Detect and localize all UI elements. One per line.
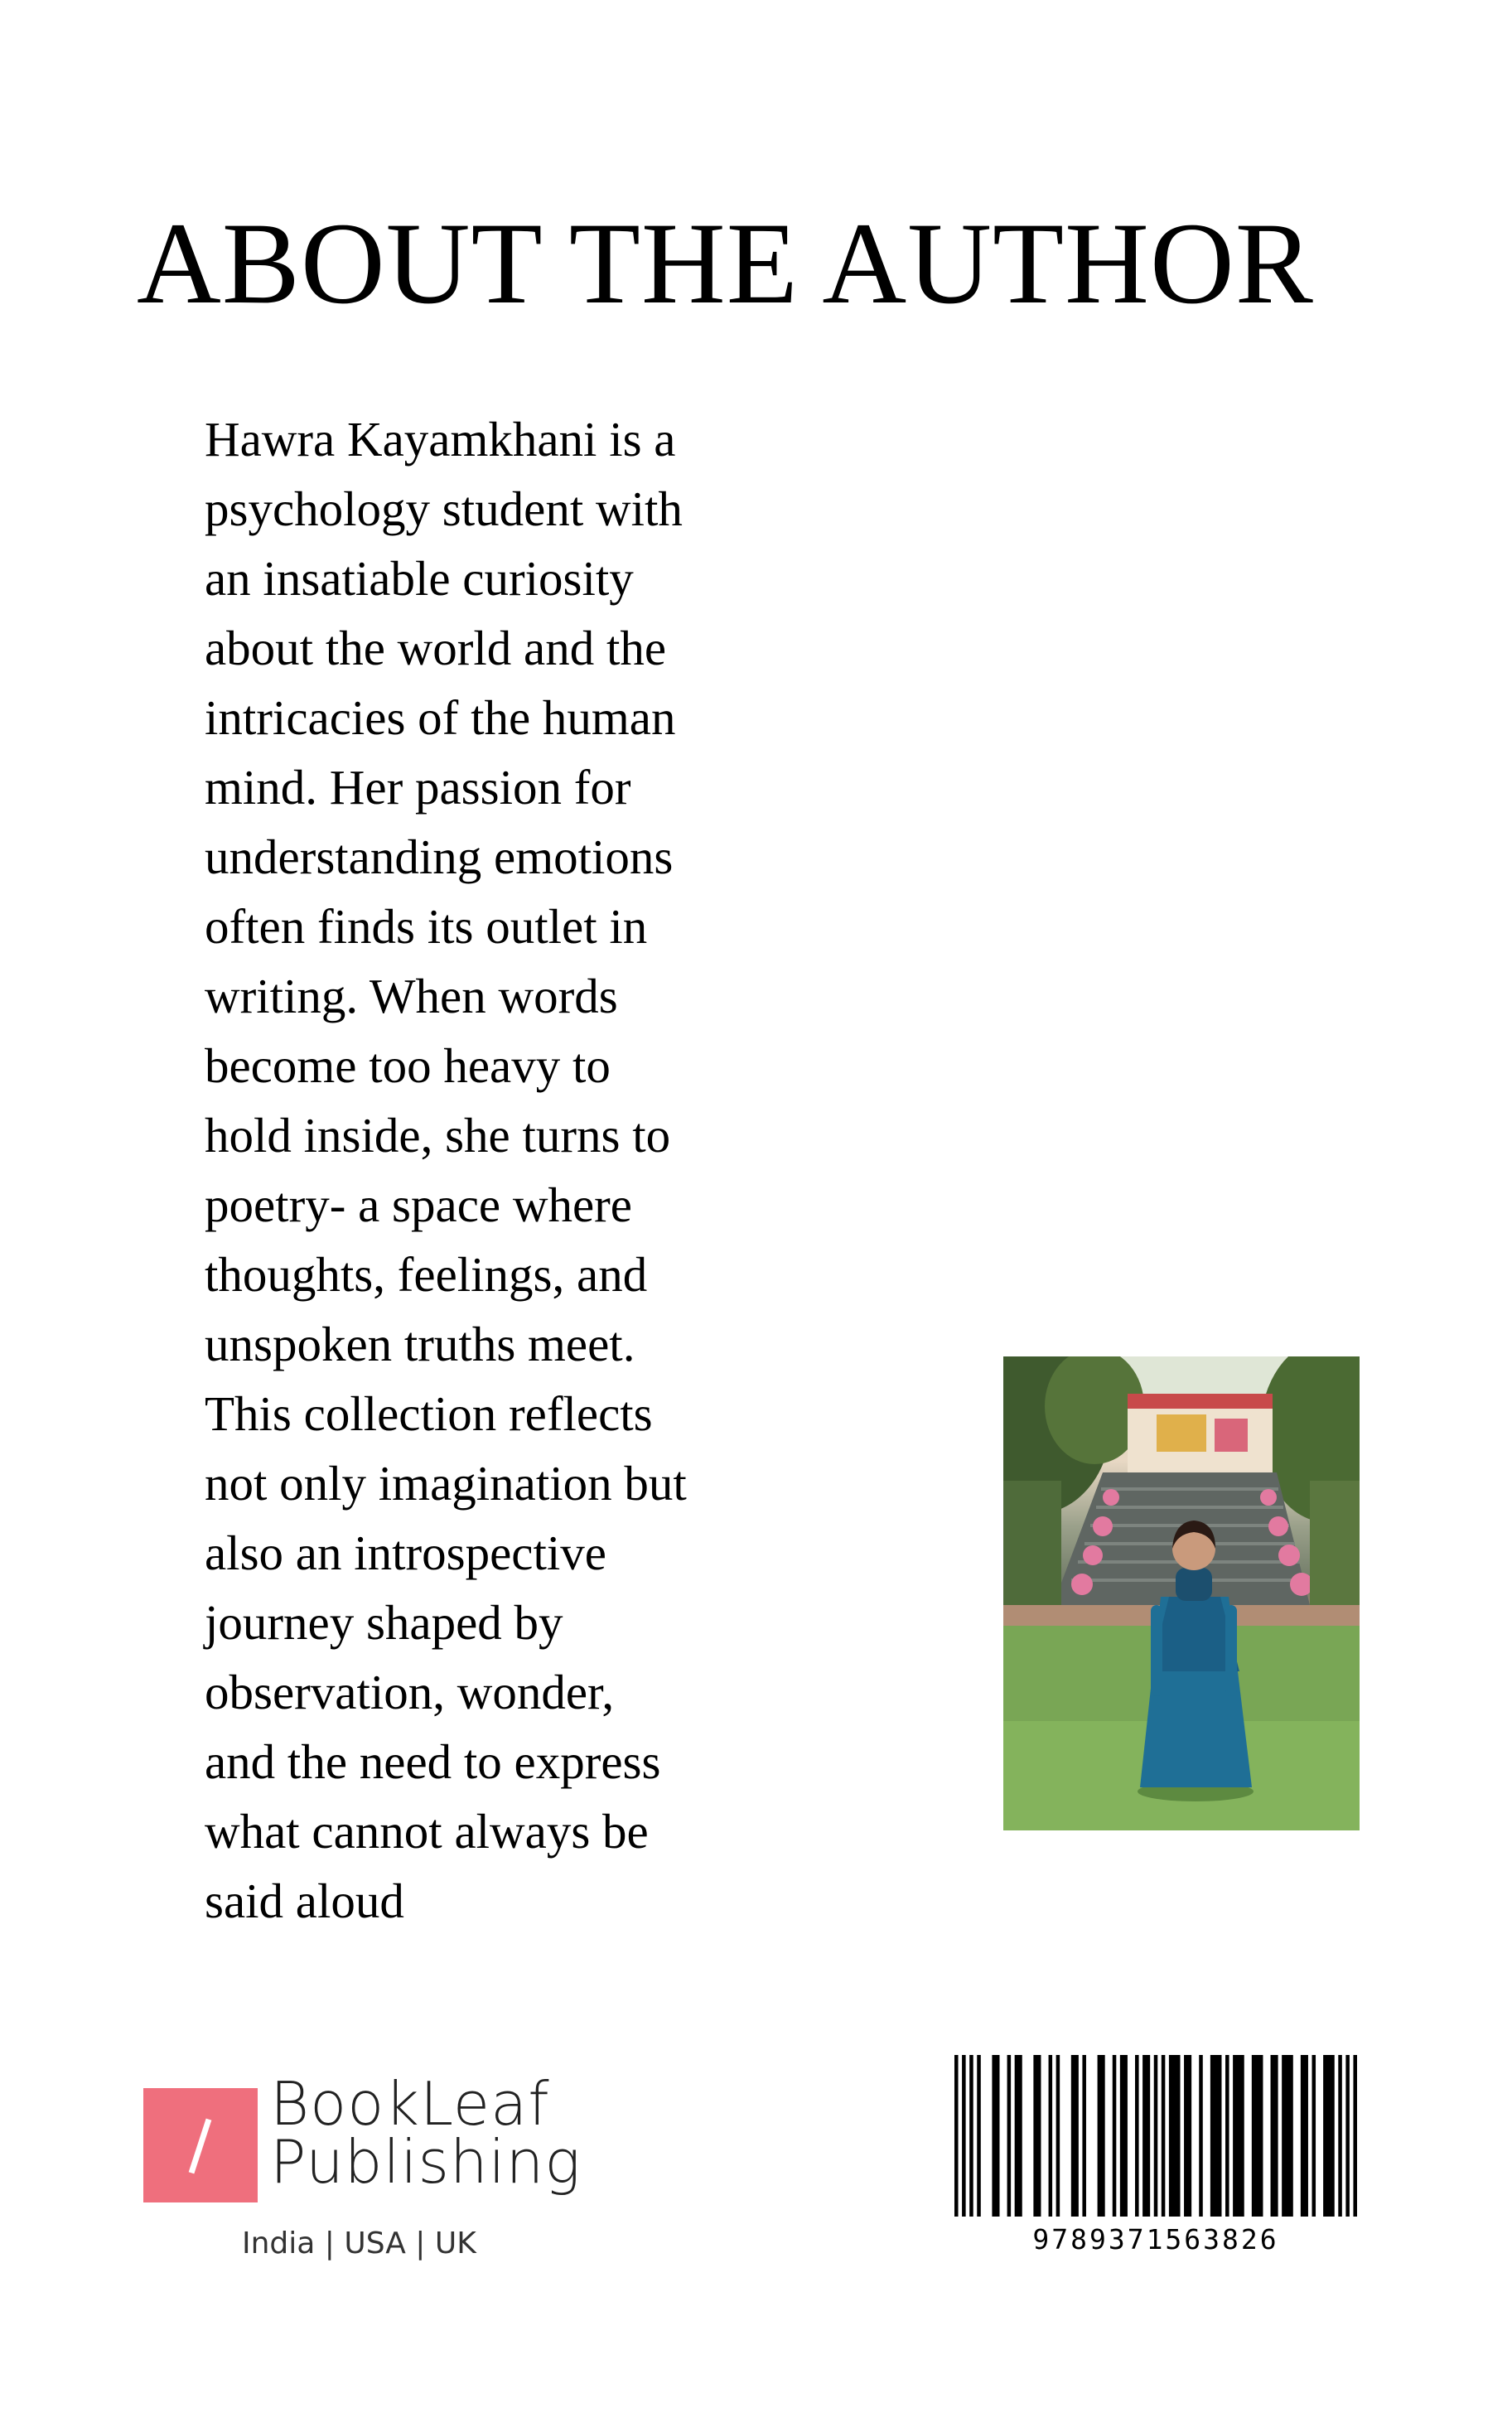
barcode-bar	[969, 2055, 973, 2217]
bio-line: journey shaped by	[205, 1595, 563, 1650]
barcode-bar	[1098, 2055, 1105, 2217]
barcode-bar	[1353, 2055, 1357, 2217]
barcode-bar	[962, 2055, 966, 2217]
barcode-bar	[1225, 2055, 1229, 2217]
bio-line: also an introspective	[205, 1525, 606, 1580]
barcode-bar	[1056, 2055, 1060, 2217]
bio-line: what cannot always be	[205, 1804, 649, 1859]
barcode-bar	[1082, 2055, 1086, 2217]
barcode	[954, 2055, 1357, 2217]
bio-line: This collection reflects	[205, 1386, 653, 1441]
bio-line: understanding emotions	[205, 829, 674, 884]
publisher-regions: India | USA | UK	[242, 2227, 476, 2260]
bio-line: intricacies of the human	[205, 690, 676, 745]
barcode-bar	[1135, 2055, 1139, 2217]
bio-line: psychology student with	[205, 481, 683, 536]
barcode-bar	[1199, 2055, 1203, 2217]
publisher-name-line2: Publishing	[270, 2127, 582, 2197]
bio-line: observation, wonder,	[205, 1665, 615, 1719]
barcode-bar	[992, 2055, 999, 2217]
bio-line: poetry- a space where	[205, 1177, 632, 1232]
bio-line: said aloud	[205, 1874, 404, 1928]
bio-line: not only imagination but	[205, 1456, 687, 1511]
barcode-bar	[1323, 2055, 1335, 2217]
barcode-bar	[1338, 2055, 1342, 2217]
barcode-bar	[1049, 2055, 1053, 2217]
bio-line: an insatiable curiosity	[205, 551, 634, 606]
author-photo	[1003, 1356, 1360, 1830]
barcode-bar	[1282, 2055, 1293, 2217]
bio-line: often finds its outlet in	[205, 899, 648, 954]
barcode-bar	[1142, 2055, 1150, 2217]
slash-icon	[189, 2119, 212, 2174]
barcode-bar	[1033, 2055, 1041, 2217]
bio-line: mind. Her passion for	[205, 760, 631, 815]
bio-line: unspoken truths meet.	[205, 1317, 635, 1371]
bio-line: and the need to express	[205, 1734, 661, 1789]
barcode-bar	[1071, 2055, 1079, 2217]
barcode-bar	[1120, 2055, 1128, 2217]
barcode-bar	[1184, 2055, 1191, 2217]
barcode-bar	[1015, 2055, 1022, 2217]
barcode-bar	[1252, 2055, 1263, 2217]
bio-line: thoughts, feelings, and	[205, 1247, 648, 1302]
barcode-bar	[1162, 2055, 1166, 2217]
barcode-bar	[1169, 2055, 1181, 2217]
barcode-bar	[1113, 2055, 1117, 2217]
bio-line: about the world and the	[205, 621, 667, 675]
bio-line: become too heavy to	[205, 1038, 611, 1093]
barcode-bar	[1312, 2055, 1316, 2217]
barcode-bar	[1154, 2055, 1158, 2217]
isbn-number: 9789371563826	[1032, 2223, 1279, 2256]
author-bio	[205, 404, 751, 1936]
publisher-logo-mark	[143, 2088, 258, 2202]
barcode-bar	[1233, 2055, 1244, 2217]
barcode-bar	[1271, 2055, 1278, 2217]
barcode-bar	[1007, 2055, 1012, 2217]
page-title: ABOUT THE AUTHOR	[137, 199, 1314, 328]
barcode-bar	[1345, 2055, 1350, 2217]
author-photo-illustration	[1003, 1356, 1360, 1830]
publisher-name	[270, 2069, 582, 2197]
barcode-bar	[1210, 2055, 1222, 2217]
barcode-bar	[1301, 2055, 1308, 2217]
publisher-name-line1: BookLeaf	[270, 2069, 550, 2139]
bio-line: writing. When words	[205, 969, 618, 1023]
barcode-bar	[954, 2055, 959, 2217]
bio-line: hold inside, she turns to	[205, 1108, 671, 1163]
bio-line: Hawra Kayamkhani is a	[205, 412, 676, 467]
barcode-bar	[977, 2055, 981, 2217]
